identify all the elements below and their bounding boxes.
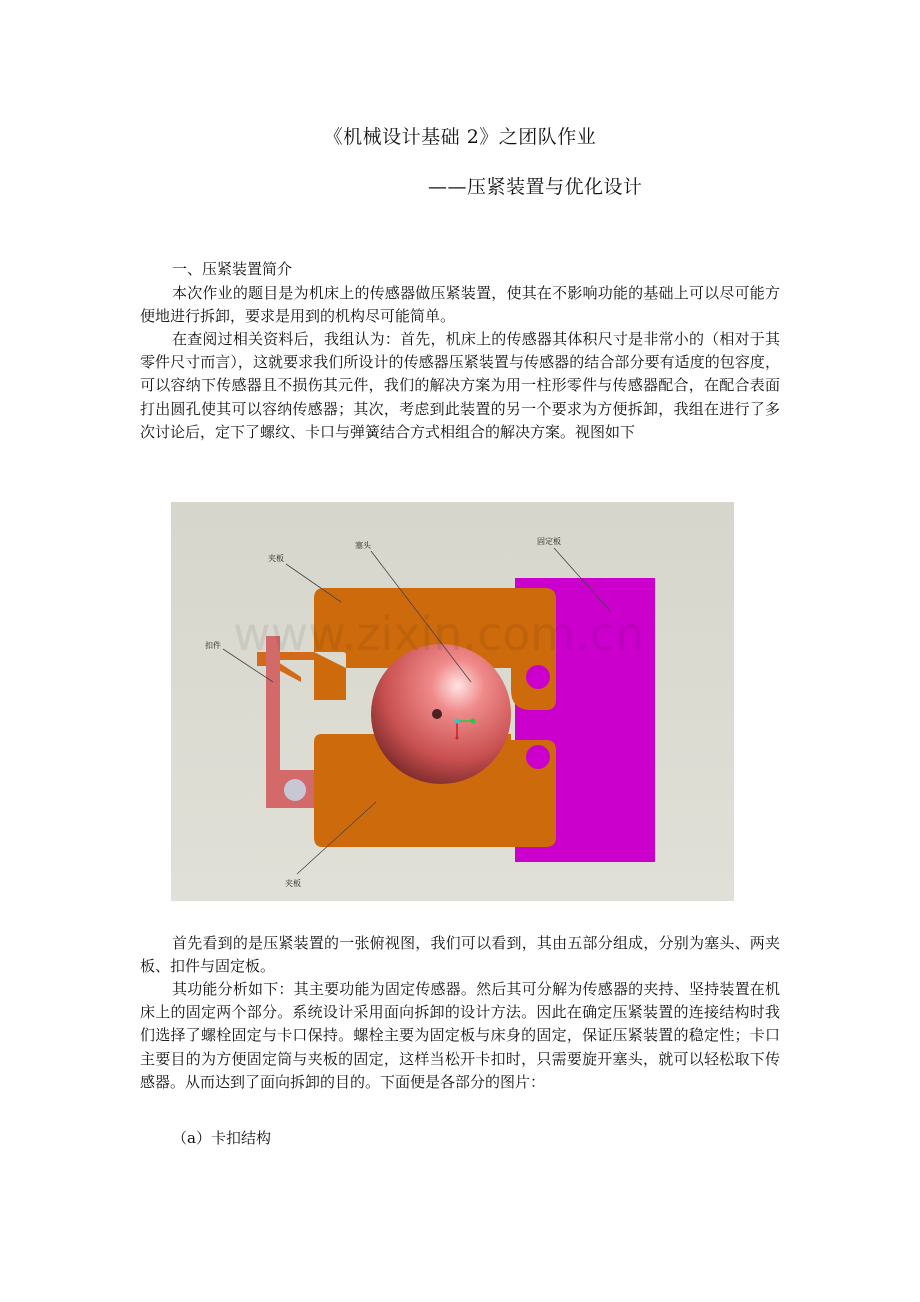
paragraph-analysis: 在查阅过相关资料后，我组认为：首先，机床上的传感器其体积尺寸是非常小的（相对于其零件尺寸而言），这就要求我们所设计的传感器压紧装置与传感器的结合部分要有适度的包容度，可以容纳下传感器且不损伤其元件，我们的解决方案为用一柱形零件与传感器配合，在配合表面打出圆孔使其可以容纳传感器；其次，考虑到此装置的另一个要求为方便拆卸，我组在进行了多次讨论后，定下了螺纹、卡口与弹簧结合方式相组合的解决方案。视图如下 [140,330,780,441]
clamp-bottom-hole [526,745,550,769]
plug-hole [432,709,442,719]
paragraph-intro: 本次作业的题目是为机床上的传感器做压紧装置，使其在不影响功能的基础上可以尽可能方便地进行拆卸，要求是用到的机构尽可能简单。 [140,284,780,326]
assembly-figure [171,502,734,901]
document-subtitle: ——压紧装置与优化设计 [428,176,643,198]
paragraph-function-analysis: 其功能分析如下：其主要功能为固定传感器。然后其可分解为传感器的夹持、坚持装置在机床上的固定两个部分。系统设计采用面向拆卸的设计方法。因此在确定压紧装置的连接结构时我们选择了螺栓固定与卡口保持。螺栓主要为固定板与床身的固定，保证压紧装置的稳定性；卡口主要目的为方便固定筒与夹板的固定，这样当松开卡扣时，只需要旋开塞头，就可以轻松取下传感器。从而达到了面向拆卸的目的。下面便是各部分的图片： [140,980,780,1091]
label-plug: 塞头 [355,541,371,550]
paragraph-view-description: 首先看到的是压紧装置的一张俯视图，我们可以看到，其由五部分组成，分别为塞头、两夹板、扣件与固定板。 [140,934,780,976]
subsection-caption: （a）卡扣结构 [172,1129,271,1147]
watermark: www.zixin.com.cn [233,607,645,661]
label-fixed-plate: 固定板 [537,537,561,546]
clamp-top-hole [526,665,550,689]
label-buckle: 扣件 [205,641,221,650]
label-clamp-bottom: 夹板 [285,879,301,888]
document-title: 《机械设计基础 2》之团队作业 [323,126,597,148]
label-clamp-top: 夹板 [268,554,284,563]
buckle-pin [284,779,306,801]
section-heading: 一、压紧装置简介 [172,260,293,278]
